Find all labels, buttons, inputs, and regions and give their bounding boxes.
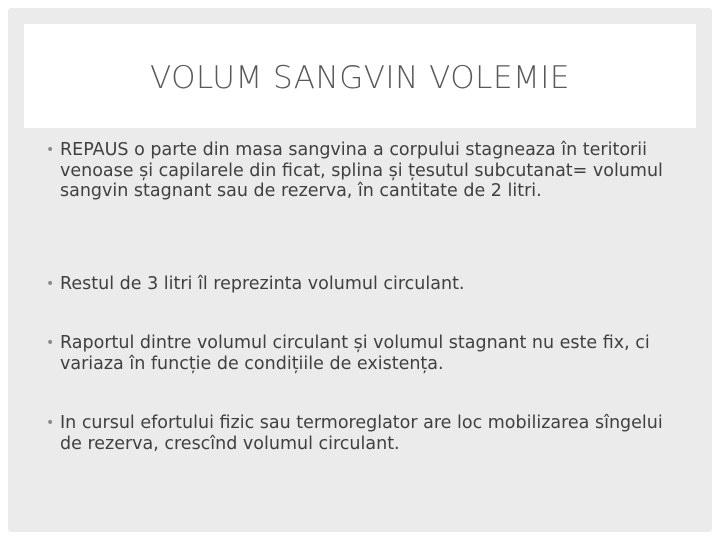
bullet-item [46, 274, 690, 295]
bullet-dot-icon: • [46, 142, 55, 158]
bullet-text: Restul de 3 litri îl reprezinta volumul circulant. [60, 274, 465, 294]
slide [8, 8, 712, 532]
bullet-item [46, 140, 690, 202]
bullet-text: REPAUS o parte din masa sangvina a corpului stagneaza în teritorii venoase și capilarele din ficat, splina și țesutul subcutanat= volumul sangvin stagnant sau de rezerva, în cantitate de 2 litri. [60, 140, 663, 201]
bullet-dot-icon: • [46, 276, 55, 292]
bullet-dot-icon: • [46, 415, 55, 431]
bullet-item [46, 413, 690, 454]
slide-title: VOLUM SANGVIN VOLEMIE [149, 60, 571, 96]
bullet-text: In cursul efortului fizic sau termoreglator are loc mobilizarea sîngelui de rezerva, crescînd volumul circulant. [60, 413, 663, 454]
bullet-dot-icon: • [46, 335, 55, 351]
bullet-text: Raportul dintre volumul circulant și volumul stagnant nu este fix, ci variaza în funcție de condițiile de existența. [60, 333, 650, 374]
title-box [24, 24, 696, 128]
bullet-item [46, 333, 690, 374]
